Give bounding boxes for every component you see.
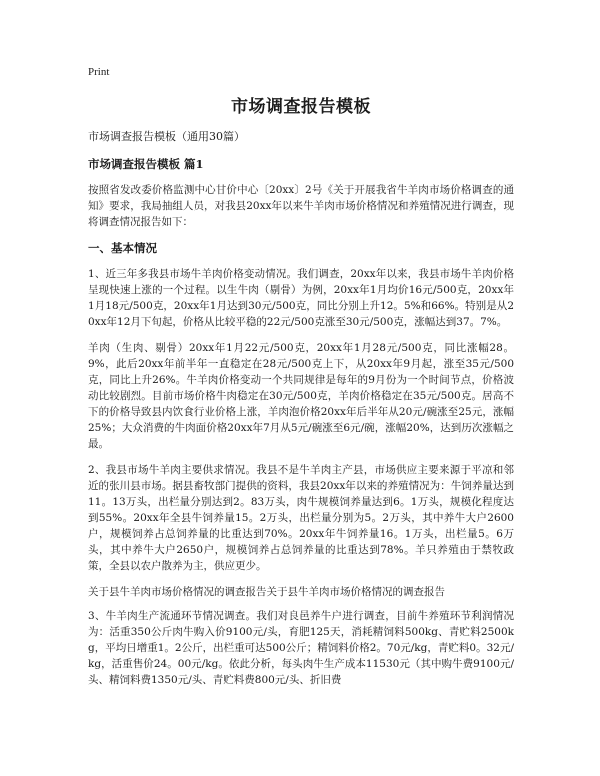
heading-basic-situation: 一、基本情况	[88, 241, 157, 255]
paragraph-supply-demand: 2、我县市场牛羊肉主要供求情况。我县不是牛羊肉主产县，市场供应主要来源于平凉和邻近的张川县市场。据县畜牧部门提供的资料，我县20xx年以来的养殖情况为：牛饲养量达到11。13万头，出栏量分别达到2。83万头，肉牛规模饲养量达到6。1万头，规模化程度达到55%。20xx年全县牛饲养量15。2万头，出栏量分别为5。2万头，其中养牛大户2600户，规模饲养占总饲养量的比重达到70%。20xx年牛饲养量16。1万头，出栏量5。6万头，其中养牛大户2650户，规模饲养占总饲养量的比重达到78%。羊只养殖由于禁牧政策，全县以农户散养为主，供应更少。	[88, 464, 514, 572]
paragraph-price-trend: 1、近三年多我县市场牛羊肉价格变动情况。我们调查，20xx年以来，我县市场牛羊肉价格呈现快速上涨的一个过程。以生牛肉（剔骨）为例，20xx年1月均价16元/500克，20xx年1月18元/500克，20xx年1月达到30元/500克，同比分别上升12。5%和66%。特别是从20xx年12月下旬起，价格从比较平稳的22元/500克涨至30元/500克，涨幅达到37。7%。	[88, 268, 514, 328]
document-subtitle: 市场调查报告模板（通用30篇）	[88, 130, 245, 143]
print-link[interactable]: Print	[88, 66, 110, 78]
section-title: 市场调查报告模板 篇1	[88, 157, 204, 171]
paragraph-mutton-price: 羊肉（生肉、剔骨）20xx年1月22元/500克，20xx年1月28元/500克，同比涨幅28。9%，此后20xx年前半年一直稳定在28元/500克上下，从20xx年9月起，涨至35元/500克，同比上升26%。牛羊肉价格变动一个共同规律是每年的9月份为一个时间节点，价格波动比较剧烈。目前市场价格牛肉稳定在30元/500克，羊肉价格稳定在35元/500克。居高不下的价格导致县内饮食行业价格上涨，羊肉泡价格20xx年后半年从20元/碗涨至25元，涨幅25%；大众消费的牛肉面价格20xx年7月从5元/碗涨至6元/碗，涨幅20%，达到历次涨幅之最。	[88, 342, 514, 450]
paragraph-production-circulation: 3、牛羊肉生产流通环节情况调查。我们对良邑养牛户进行调查，目前牛养殖环节利润情况为：活重350公斤肉牛购入价9100元/头，育肥125天，消耗精饲料500kg、青贮料2500kg，平均日增重1。2公斤，出栏重可达500公斤；精饲料价格2。70元/kg，青贮料0。32元/kg，活重售价24。00元/kg。依此分析，每头肉牛生产成本11530元（其中购牛费9100元/头、精饲料费1350元/头、青贮料费800元/头、折旧费	[88, 610, 514, 686]
page-title: 市场调查报告模板	[231, 97, 371, 117]
paragraph-report-title-repeat: 关于县牛羊肉市场价格情况的调查报告关于县牛羊肉市场价格情况的调查报告	[88, 586, 445, 598]
intro-paragraph: 按照省发改委价格监测中心甘价中心〔20xx〕2号《关于开展我省牛羊肉市场价格调查的通知》要求，我局抽组人员，对我县20xx年以来牛羊肉市场价格情况和养殖情况进行调查，现将调查情况报告如下：	[88, 184, 514, 228]
document-page	[88, 66, 514, 698]
